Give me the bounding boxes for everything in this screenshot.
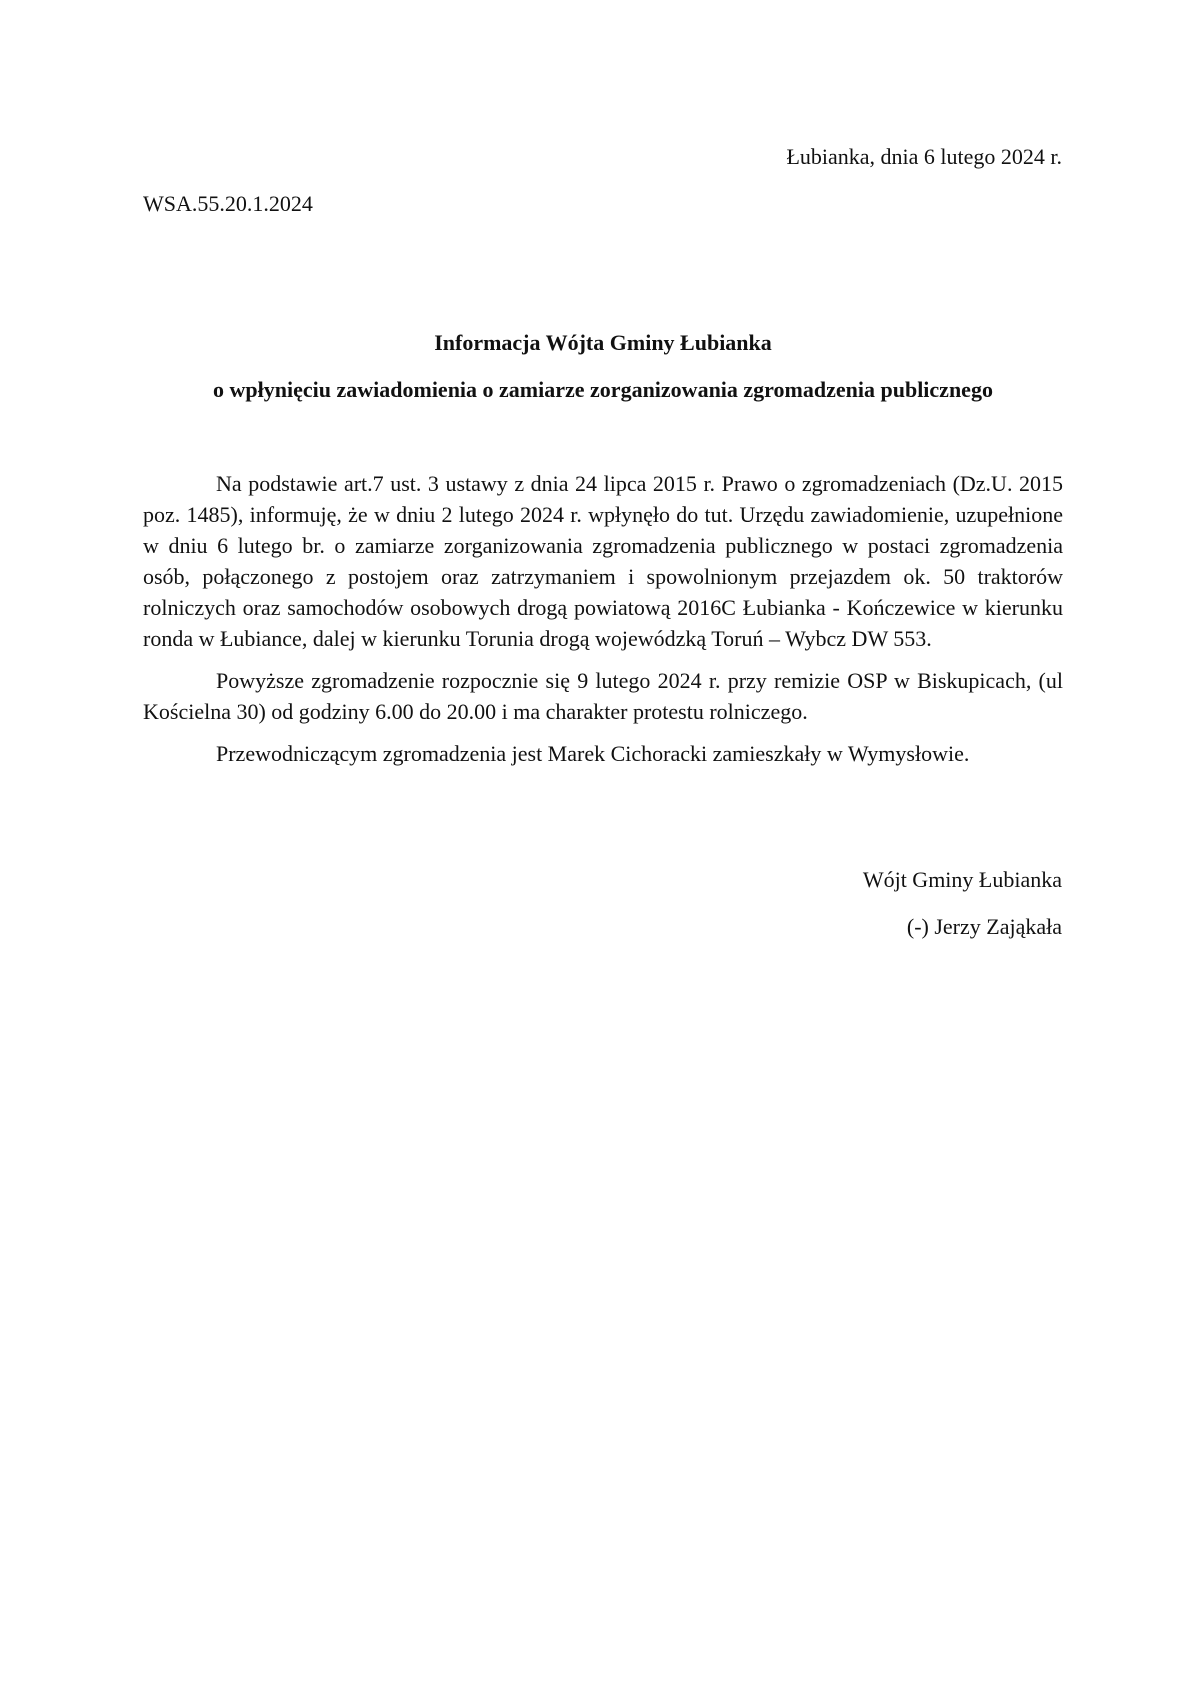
- body-paragraph: Przewodniczącym zgromadzenia jest Marek Cichoracki zamieszkały w Wymysłowie.: [216, 741, 970, 766]
- place-date: Łubianka, dnia 6 lutego 2024 r.: [786, 144, 1062, 169]
- signature-block: [863, 865, 1062, 942]
- body-paragraph: Powyższe zgromadzenie rozpocznie się 9 lutego 2024 r. przy remizie OSP w Biskupicach, (ul Kościelna 30) od godziny 6.00 do 20.00 i ma charakter protestu rolniczego.: [143, 668, 1063, 724]
- body-paragraph: Na podstawie art.7 ust. 3 ustawy z dnia 24 lipca 2015 r. Prawo o zgromadzeniach (Dz.U. 2015 poz. 1485), informuję, że w dniu 2 lutego 2024 r. wpłynęło do tut. Urzędu zawiadomienie, uzupełnione w dniu 6 lutego br. o zamiarze zorganizowania zgromadzenia publicznego w postaci zgromadzenia osób, połączonego z postojem oraz zatrzymaniem i spowolnionym przejazdem ok. 50 traktorów rolniczych oraz samochodów osobowych drogą powiatową 2016C Łubianka - Kończewice w kierunku ronda w Łubiance, dalej w kierunku Torunia drogą wojewódzką Toruń – Wybcz DW 553.: [143, 471, 1063, 651]
- document-title: Informacja Wójta Gminy Łubianka: [434, 330, 772, 355]
- document-subtitle: o wpłynięciu zawiadomienia o zamiarze zorganizowania zgromadzenia publicznego: [213, 377, 993, 402]
- reference-number: WSA.55.20.1.2024: [143, 191, 313, 216]
- signature-office: Wójt Gminy Łubianka: [862, 867, 1062, 892]
- signature-name: (-) Jerzy Zająkała: [906, 914, 1062, 939]
- document-body: [143, 468, 1063, 780]
